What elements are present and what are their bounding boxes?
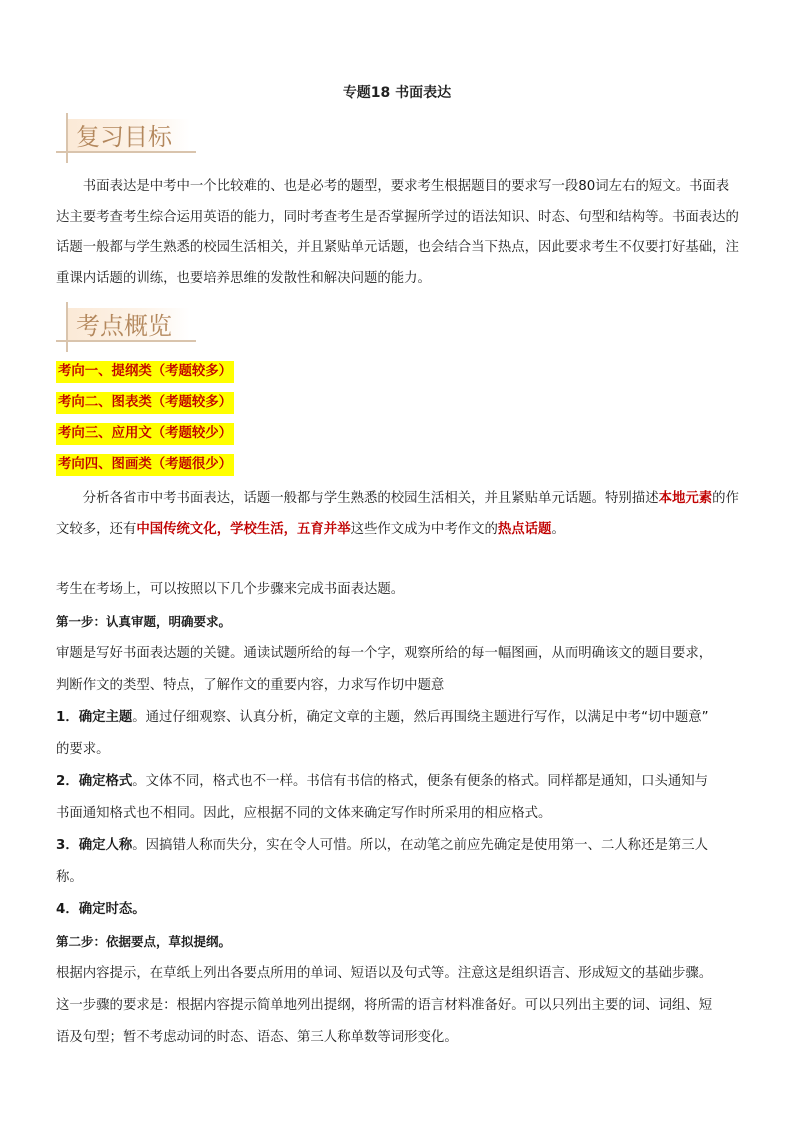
item1-text: 。通过仔细观察、认真分析，确定文章的主题，然后再围绕主题进行写作，以满足中考“切中题意”: [132, 710, 709, 725]
heading-vertical-line: [66, 302, 68, 352]
steps-intro: 考生在考场上，可以按照以下几个步骤来完成书面表达题。: [56, 582, 405, 597]
separator: ，: [283, 521, 298, 537]
hot-topic-school-life: 学校生活: [230, 521, 284, 537]
item3-heading: 确定人称: [78, 838, 133, 853]
hot-topic-local-elements: 本地元素: [658, 491, 713, 506]
step2-title: 第二步：依据要点，草拟提纲。: [56, 934, 232, 949]
item2-text: 。文体不同，格式也不一样。书信有书信的格式，便条有便条的格式。同样都是通知，口头通知与: [132, 774, 709, 789]
analysis-text: 这些作文成为中考作文的: [350, 521, 498, 537]
step2-line-2: 这一步骤的要求是：根据内容提示简单地列出提纲，将所需的语言材料准备好。可以只列出主要的词、词组、短: [56, 998, 713, 1013]
step1-line-2: 判断作文的类型、特点，了解作文的重要内容，力求写作切中题意: [56, 678, 445, 693]
highlight-item-1: 考向一、提纲类（考题较多）: [56, 361, 234, 383]
heading-vertical-line: [66, 113, 68, 163]
item1-line-2: 的要求。: [56, 742, 110, 757]
section-heading-review-goals: [56, 113, 236, 163]
item3-text: 。因搞错人称而失分，实在令人可惜。所以，在动笔之前应先确定是使用第一、二人称还是第三人: [132, 838, 709, 853]
item-number: 4．: [56, 902, 79, 917]
section-heading-label: 复习目标: [76, 123, 172, 151]
item4-heading: 确定时态。: [78, 902, 146, 917]
analysis-text: 。: [551, 521, 565, 537]
highlight-item-3: 考向三、应用文（考题较少）: [56, 423, 234, 445]
step2-line-3: 语及句型；暂不考虑动词的时态、语态、第三人称单数等词形变化。: [56, 1030, 458, 1045]
item-number: 1．: [56, 710, 79, 725]
analysis-text: 分析各省市中考书面表达，话题一般都与学生熟悉的校园生活相关，并且紧贴单元话题。特别描述: [82, 491, 659, 506]
highlight-item-2: 考向二、图表类（考题较多）: [56, 392, 234, 414]
analysis-paragraph: [56, 484, 740, 545]
hot-topic-label: 热点话题: [497, 521, 552, 537]
item-number: 2．: [56, 774, 79, 789]
analysis-text: 的作文较多，还有: [56, 491, 739, 537]
item1-heading: 确定主题: [78, 710, 133, 725]
item1-line-1: [56, 708, 756, 728]
hot-topic-five-education: 五育并举: [297, 521, 351, 537]
highlight-item-4: 考向四、图画类（考题很少）: [56, 454, 234, 476]
separator: ，: [216, 521, 231, 537]
section-heading-overview: [56, 302, 236, 352]
item3-line-1: [56, 836, 756, 856]
item2-line-1: [56, 772, 756, 792]
item2-heading: 确定格式: [78, 774, 133, 789]
step1-line-1: 审题是写好书面表达题的关键。通读试题所给的每一个字，观察所给的每一幅图画，从而明确该文的题目要求，: [56, 646, 713, 661]
intro-paragraph: 书面表达是中考中一个比较难的、也是必考的题型，要求考生根据题目的要求写一段80词左右的短文。书面表达主要考查考生综合运用英语的能力，同时考查考生是否掌握所学过的语法知识、时态、句型和结构等。书面表达的话题一般都与学生熟悉的校园生活相关，并且紧贴单元话题，也会结合当下热点，因此要求考生不仅要打好基础，注重课内话题的训练，也要培养思维的发散性和解决问题的能力。: [56, 179, 739, 286]
hot-topic-chinese-culture: 中国传统文化: [136, 521, 217, 537]
page-title: 专题18 书面表达: [342, 85, 452, 101]
item-number: 3．: [56, 838, 79, 853]
item4-line: [56, 900, 756, 920]
step1-title: 第一步：认真审题，明确要求。: [56, 614, 232, 629]
section-heading-label: 考点概览: [76, 312, 172, 340]
step2-line-1: 根据内容提示，在草纸上列出各要点所用的单词、短语以及句式等。注意这是组织语言、形成短文的基础步骤。: [56, 966, 713, 981]
item2-line-2: 书面通知格式也不相同。因此，应根据不同的文体来确定写作时所采用的相应格式。: [56, 806, 552, 821]
item3-line-2: 称。: [56, 870, 83, 885]
